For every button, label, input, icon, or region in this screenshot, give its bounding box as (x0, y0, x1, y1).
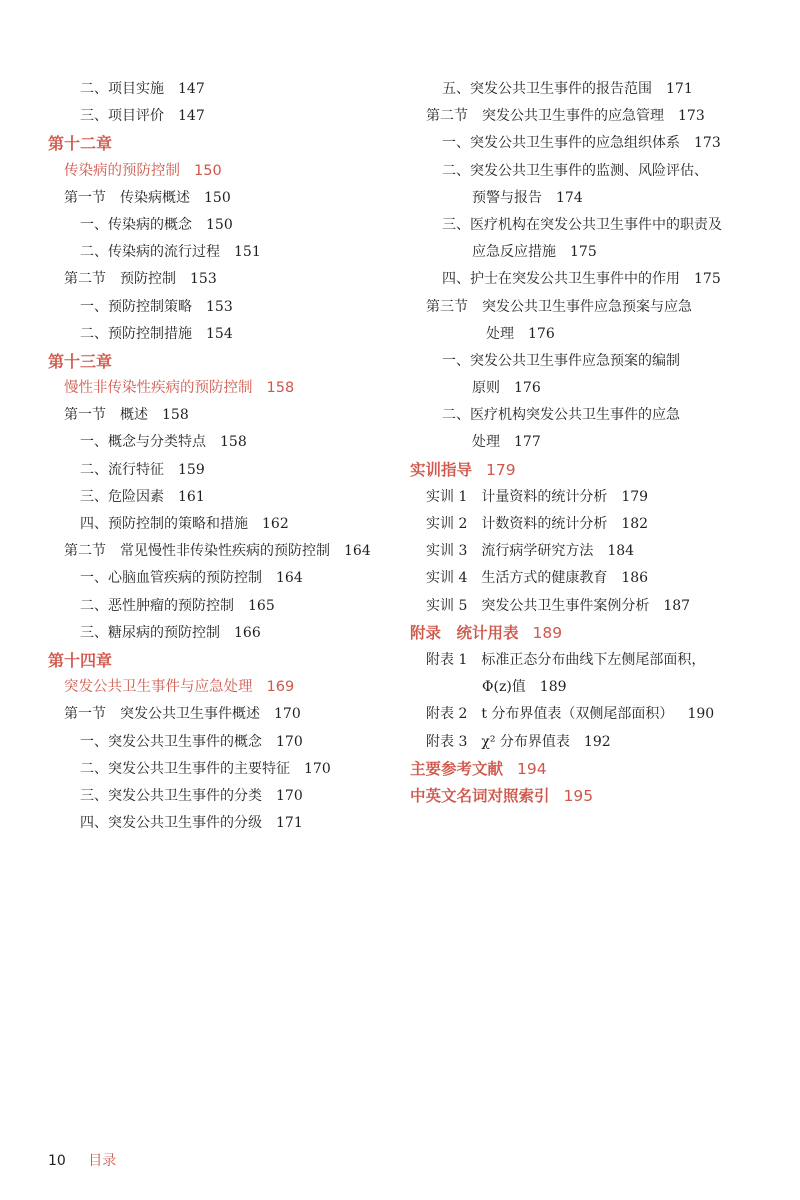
toc-entry (48, 185, 398, 212)
toc-entry (410, 701, 770, 728)
entry-title: 附表 2 t 分布界值表（双侧尾部面积） (426, 706, 674, 723)
entry-title: 第二节 常见慢性非传染性疾病的预防控制 (64, 543, 330, 560)
toc-entry (48, 511, 398, 538)
toc-entry (410, 185, 770, 212)
toc-entry (410, 484, 770, 511)
entry-title: 突发公共卫生事件与应急处理 (64, 679, 253, 696)
entry-title: 二、传染病的流行过程 (80, 244, 220, 261)
toc-entry (410, 103, 770, 130)
toc-entry (410, 348, 770, 375)
toc-entry (48, 239, 398, 266)
entry-page-number: 173 (678, 108, 705, 125)
toc-entry (48, 620, 398, 647)
toc-entry (48, 538, 398, 565)
toc-right-column (410, 76, 770, 810)
toc-entry (410, 76, 770, 103)
entry-page-number: 177 (514, 434, 541, 451)
entry-title: 五、突发公共卫生事件的报告范围 (442, 81, 652, 97)
entry-title: 二、医疗机构突发公共卫生事件的应急 (442, 407, 680, 424)
entry-page-number: 154 (206, 325, 233, 342)
entry-title: 实训 1 计量资料的统计分析 (426, 488, 608, 505)
entry-page-number: 171 (666, 81, 693, 97)
toc-entry (48, 212, 398, 239)
toc-entry (410, 511, 770, 538)
toc-entry (410, 429, 770, 456)
entry-page-number: 165 (248, 597, 275, 614)
entry-page-number: 186 (621, 570, 649, 587)
toc-entry (410, 647, 770, 674)
entry-title: 处理 (472, 434, 500, 451)
entry-title: 附表 1 标准正态分布曲线下左侧尾部面积， (426, 651, 706, 668)
toc-entry (410, 212, 770, 239)
entry-title: 三、糖尿病的预防控制 (80, 624, 220, 641)
entry-title: 原则 (472, 380, 500, 397)
toc-entry (48, 484, 398, 511)
entry-title: 第二节 突发公共卫生事件的应急管理 (426, 108, 664, 125)
entry-page-number: 195 (563, 786, 594, 805)
entry-title: 主要参考文献 (410, 759, 504, 778)
entry-page-number: 147 (178, 108, 205, 125)
entry-page-number: 170 (276, 787, 303, 804)
entry-page-number: 164 (344, 543, 371, 560)
entry-page-number: 150 (194, 162, 222, 179)
entry-page-number: 153 (206, 298, 233, 315)
entry-title: 一、突发公共卫生事件的应急组织体系 (442, 135, 680, 152)
entry-title: 实训 5 突发公共卫生事件案例分析 (426, 597, 650, 614)
entry-page-number: 190 (687, 706, 715, 723)
toc-entry (48, 429, 398, 456)
entry-page-number: 170 (276, 733, 303, 750)
entry-page-number: 189 (539, 679, 567, 696)
section-heading (410, 756, 770, 783)
chapter-heading (48, 674, 398, 701)
entry-title: Φ(z)值 (482, 679, 526, 696)
page-number: 10 (48, 1153, 66, 1169)
entry-title: 三、医疗机构在突发公共卫生事件中的职责及 (442, 216, 722, 233)
toc-entry (48, 565, 398, 592)
entry-page-number: 162 (262, 516, 289, 532)
toc-entry (410, 375, 770, 402)
entry-title: 四、预防控制的策略和措施 (80, 516, 248, 532)
entry-title: 应急反应措施 (472, 244, 556, 261)
entry-title: 四、护士在突发公共卫生事件中的作用 (442, 271, 680, 288)
entry-page-number: 182 (621, 516, 649, 532)
entry-title: 第一节 概述 (64, 407, 148, 424)
entry-page-number: 176 (528, 325, 555, 342)
entry-page-number: 194 (517, 759, 547, 778)
toc-entry (410, 565, 770, 592)
entry-title: 第二节 预防控制 (64, 271, 176, 288)
entry-title: 一、传染病的概念 (80, 216, 192, 233)
entry-title: 中英文名词对照索引 (410, 786, 550, 805)
entry-page-number: 175 (570, 244, 597, 261)
entry-page-number: 150 (206, 216, 233, 233)
entry-page-number: 176 (514, 380, 541, 397)
entry-title: 一、概念与分类特点 (80, 434, 206, 451)
entry-title: 第一节 突发公共卫生事件概述 (64, 706, 260, 723)
entry-page-number: 192 (583, 733, 611, 750)
toc-entry (410, 321, 770, 348)
entry-title: 实训 2 计数资料的统计分析 (426, 516, 608, 532)
entry-page-number: 174 (556, 189, 583, 206)
toc-entry (48, 701, 398, 728)
entry-title: 第一节 传染病概述 (64, 189, 190, 206)
toc-entry (48, 756, 398, 783)
entry-title: 附表 3 χ² 分布界值表 (426, 733, 570, 750)
entry-page-number: 166 (234, 624, 261, 641)
entry-page-number: 175 (694, 271, 721, 288)
entry-title: 一、突发公共卫生事件应急预案的编制 (442, 352, 680, 369)
toc-entry (410, 266, 770, 293)
footer-label: 目录 (88, 1153, 117, 1169)
entry-title: 四、突发公共卫生事件的分级 (80, 815, 262, 832)
entry-title: 一、突发公共卫生事件的概念 (80, 733, 262, 750)
entry-page-number: 150 (204, 189, 231, 206)
chapter-heading (48, 375, 398, 402)
toc-entry (410, 402, 770, 429)
entry-page-number: 179 (621, 488, 649, 505)
entry-title: 第十二章 (48, 134, 113, 154)
entry-page-number: 161 (178, 488, 205, 505)
section-heading (410, 783, 770, 810)
toc-entry (48, 402, 398, 429)
entry-title: 三、项目评价 (80, 108, 164, 125)
section-heading (410, 457, 770, 484)
entry-title: 二、流行特征 (80, 461, 164, 478)
entry-page-number: 153 (190, 271, 217, 288)
entry-page-number: 173 (694, 135, 721, 152)
toc-left-column (48, 76, 398, 837)
entry-title: 附录 统计用表 (410, 623, 519, 642)
entry-page-number: 159 (178, 461, 205, 478)
entry-page-number: 169 (266, 679, 295, 696)
entry-page-number: 189 (532, 623, 563, 642)
entry-title: 预警与报告 (472, 189, 542, 206)
entry-title: 二、突发公共卫生事件的监测、风险评估、 (442, 162, 708, 179)
chapter-heading (48, 647, 398, 674)
entry-title: 第三节 突发公共卫生事件应急预案与应急 (426, 298, 692, 315)
entry-title: 一、预防控制策略 (80, 298, 192, 315)
entry-title: 处理 (486, 325, 514, 342)
entry-title: 二、项目实施 (80, 81, 164, 97)
toc-entry (48, 103, 398, 130)
chapter-heading (48, 348, 398, 375)
toc-entry (410, 674, 770, 701)
entry-page-number: 184 (607, 543, 635, 560)
toc-entry (48, 783, 398, 810)
entry-title: 第十三章 (48, 351, 113, 371)
entry-page-number: 179 (486, 460, 516, 479)
toc-entry (48, 729, 398, 756)
entry-page-number: 170 (304, 760, 331, 777)
entry-title: 三、危险因素 (80, 488, 164, 505)
toc-entry (48, 294, 398, 321)
entry-page-number: 170 (274, 706, 301, 723)
toc-entry (48, 457, 398, 484)
entry-page-number: 147 (178, 81, 205, 97)
entry-title: 慢性非传染性疾病的预防控制 (64, 380, 253, 397)
entry-title: 第十四章 (48, 650, 113, 670)
toc-entry (410, 729, 770, 756)
toc-entry (48, 76, 398, 103)
page-footer (48, 1150, 116, 1170)
toc-entry (48, 593, 398, 620)
entry-title: 实训 3 流行病学研究方法 (426, 543, 594, 560)
entry-title: 实训指导 (410, 460, 473, 479)
toc-entry (48, 266, 398, 293)
toc-entry (410, 239, 770, 266)
entry-title: 三、突发公共卫生事件的分类 (80, 787, 262, 804)
entry-title: 二、突发公共卫生事件的主要特征 (80, 760, 290, 777)
toc-entry (48, 810, 398, 837)
entry-page-number: 158 (162, 407, 189, 424)
entry-title: 二、预防控制措施 (80, 325, 192, 342)
toc-entry (410, 538, 770, 565)
entry-page-number: 164 (276, 570, 303, 587)
toc-entry (410, 593, 770, 620)
entry-title: 实训 4 生活方式的健康教育 (426, 570, 608, 587)
entry-page-number: 187 (663, 597, 691, 614)
entry-page-number: 171 (276, 815, 303, 832)
entry-page-number: 151 (234, 244, 261, 261)
chapter-heading (48, 130, 398, 157)
chapter-heading (48, 158, 398, 185)
entry-title: 二、恶性肿瘤的预防控制 (80, 597, 234, 614)
entry-title: 传染病的预防控制 (64, 162, 180, 179)
toc-entry (48, 321, 398, 348)
entry-title: 一、心脑血管疾病的预防控制 (80, 570, 262, 587)
entry-page-number: 158 (266, 380, 295, 397)
toc-entry (410, 294, 770, 321)
toc-entry (410, 130, 770, 157)
toc-entry (410, 158, 770, 185)
entry-page-number: 158 (220, 434, 247, 451)
section-heading (410, 620, 770, 647)
